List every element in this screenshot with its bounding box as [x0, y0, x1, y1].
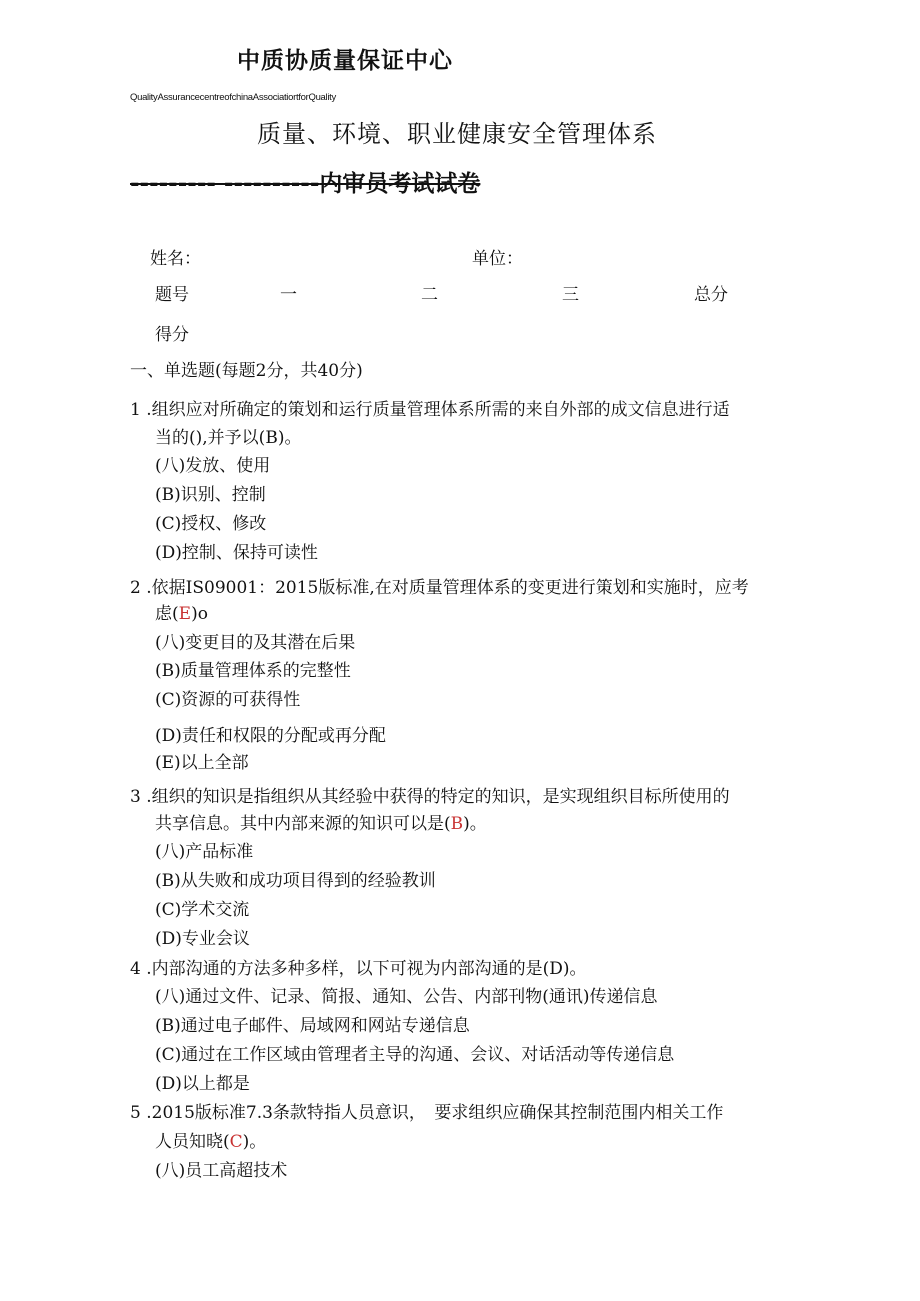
question-number: 1 [130, 400, 141, 420]
org-name: 中质协质量保证中心 [237, 48, 453, 74]
question-2-stem: 2 .依据IS09001：2015版标准,在对质量管理体系的变更进行策划和实施时，应考 [130, 578, 749, 598]
answer-mark: B [450, 814, 464, 834]
option: (D)专业会议 [155, 929, 250, 949]
subtitle-dashes: --------- ---------- [130, 171, 320, 197]
question-number: 5 [130, 1103, 141, 1123]
option: (C)资源的可获得性 [155, 690, 301, 710]
org-english-name: QualityAssurancecentreofchinaAssociatiortforQuality [130, 92, 336, 103]
option: (D)控制、保持可读性 [155, 543, 318, 563]
score-col-header: 题号 [155, 285, 189, 305]
answer-mark: C [229, 1132, 243, 1152]
option: (八)产品标准 [155, 842, 254, 862]
option: (八)变更目的及其潜在后果 [155, 633, 356, 653]
question-number: 2 [130, 578, 141, 598]
subtitle-text: 内审员考试试卷 [319, 171, 481, 197]
question-3-stem-cont: 共享信息。其中内部来源的知识可以是(B)。 [155, 814, 487, 834]
option: (八)发放、使用 [155, 456, 271, 476]
unit-label: 单位： [472, 249, 523, 269]
option: (八)员工高超技术 [155, 1161, 288, 1181]
name-label: 姓名： [150, 249, 201, 269]
option: (C)通过在工作区域由管理者主导的沟通、会议、对话活动等传递信息 [155, 1045, 675, 1065]
question-2-stem-cont: 虑(E)o [155, 604, 208, 624]
option: (B)通过电子邮件、局域网和网站专递信息 [155, 1016, 470, 1036]
score-col-header: 三 [562, 285, 579, 305]
option: (D)以上都是 [155, 1074, 250, 1094]
question-4-stem: 4 .内部沟通的方法多种多样，以下可视为内部沟通的是(D)。 [130, 959, 587, 979]
score-col-header: 总分 [694, 285, 728, 305]
answer-mark: E [178, 604, 192, 624]
answer-mark: B [265, 428, 278, 448]
option: (D)责任和权限的分配或再分配 [155, 726, 386, 746]
option: (B)识别、控制 [155, 485, 266, 505]
option: (B)从失败和成功项目得到的经验教训 [155, 871, 436, 891]
section-title: 一、单选题(每题2分，共40分) [130, 361, 363, 381]
option: (C)授权、修改 [155, 514, 267, 534]
answer-mark: D [549, 959, 563, 979]
document-title: 质量、环境、职业健康安全管理体系 [257, 120, 657, 148]
score-row-label: 得分 [155, 325, 189, 345]
question-1-stem-cont: 当的(),并予以(B)。 [155, 428, 302, 448]
option: (B)质量管理体系的完整性 [155, 661, 351, 681]
question-5-stem-cont: 人员知晓(C)。 [155, 1132, 267, 1152]
question-3-stem: 3 .组织的知识是指组织从其经验中获得的特定的知识，是实现组织目标所使用的 [130, 787, 730, 807]
question-number: 4 [130, 959, 141, 979]
score-col-header: 一 [280, 285, 297, 305]
option: (E)以上全部 [155, 753, 249, 773]
option: (C)学术交流 [155, 900, 250, 920]
score-col-header: 二 [421, 285, 438, 305]
question-number: 3 [130, 787, 141, 807]
option: (八)通过文件、记录、简报、通知、公告、内部刊物(通讯)传递信息 [155, 987, 658, 1007]
question-5-stem: 5 .2015版标准7.3条款特指人员意识， 要求组织应确保其控制范围内相关工作 [130, 1103, 724, 1123]
document-subtitle [130, 165, 480, 198]
question-1-stem: 1 .组织应对所确定的策划和运行质量管理体系所需的来自外部的成文信息进行适 [130, 400, 730, 420]
